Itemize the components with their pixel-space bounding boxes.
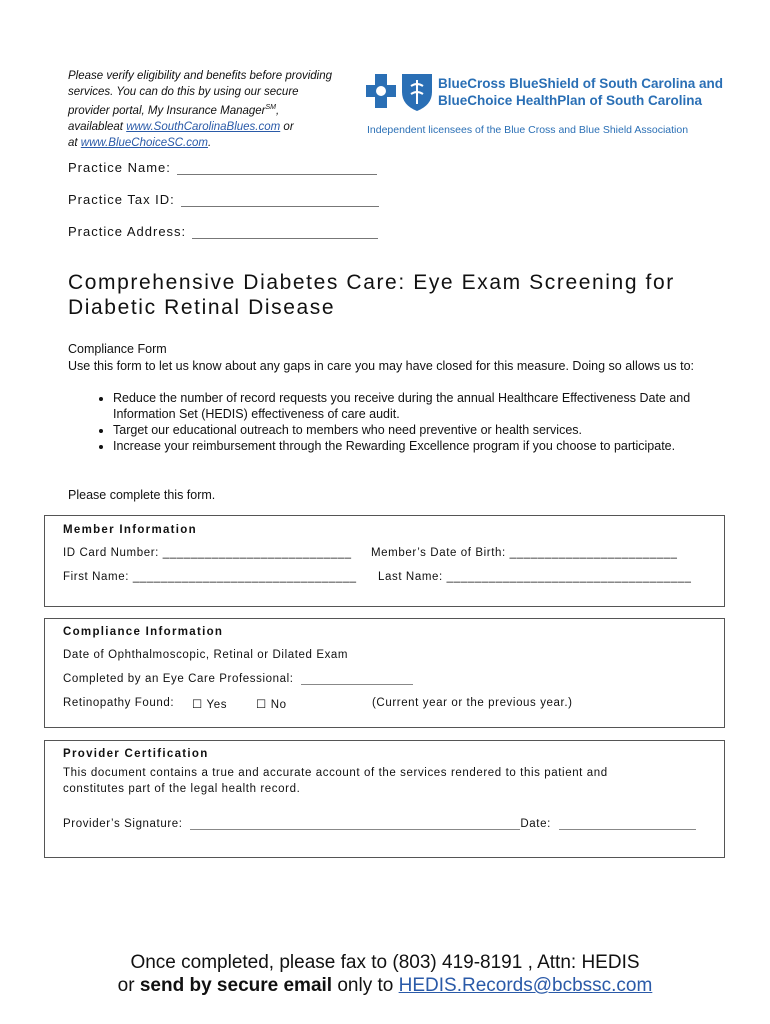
signature-label: Provider’s Signature: xyxy=(63,818,183,830)
retinopathy-label: Retinopathy Found: xyxy=(63,697,175,709)
fax-line: Once completed, please fax to (803) 419-8191 , Attn: HEDIS xyxy=(130,952,640,973)
practice-address-row xyxy=(68,224,378,239)
page-title: Comprehensive Diabetes Care: Eye Exam Screening for Diabetic Retinal Disease xyxy=(68,271,675,319)
member-info-box xyxy=(44,515,725,607)
completed-by-row xyxy=(63,673,413,685)
member-info-title: Member Information xyxy=(63,524,197,536)
practice-tax-label: Practice Tax ID: xyxy=(68,192,175,207)
date-field[interactable] xyxy=(559,818,696,830)
compliance-info-box xyxy=(44,618,725,728)
practice-name-label: Practice Name: xyxy=(68,160,171,175)
no-label: No xyxy=(270,699,287,711)
provider-cert-text2: constitutes part of the legal health record. xyxy=(63,783,301,795)
checkbox-icon[interactable]: ☐ xyxy=(256,699,267,711)
practice-tax-field[interactable] xyxy=(181,194,379,207)
brand-line1: BlueCross BlueShield of South Carolina and xyxy=(438,76,724,91)
please-complete-text: Please complete this form. xyxy=(68,488,216,502)
intro-text xyxy=(68,68,368,151)
signature-row xyxy=(63,818,696,830)
practice-name-field[interactable] xyxy=(177,162,377,175)
bcbs-logo-icon xyxy=(366,72,436,112)
list-item: • Increase your reimbursement through the Rewarding Excellence program if you choose to participate. xyxy=(113,438,683,454)
retinopathy-no-option[interactable] xyxy=(256,697,287,711)
retinopathy-yes-option[interactable] xyxy=(192,697,227,711)
list-item: • Reduce the number of record requests you receive during the annual Healthcare Effectiveness Date and Information Set (HEDIS) effectiveness of care audit. xyxy=(113,390,703,422)
intro-line: services. You can do this by using our secure xyxy=(68,86,299,98)
signature-field[interactable] xyxy=(190,818,520,830)
list-item: • Target our educational outreach to members who need preventive or health services. xyxy=(113,422,708,438)
brand-line2: BlueChoice HealthPlan of South Carolina xyxy=(438,93,703,108)
first-name-field[interactable]: First Name: ________________________________ xyxy=(63,571,357,583)
id-card-field[interactable]: ID Card Number: ___________________________ xyxy=(63,547,352,559)
brand-subline: Independent licensees of the Blue Cross and Blue Shield Association xyxy=(367,124,689,136)
practice-name-row xyxy=(68,160,377,175)
retinopathy-note: (Current year or the previous year.) xyxy=(372,697,573,709)
compliance-paragraph: Use this form to let us know about any gaps in care you may have closed for this measure. Doing so allows us to: xyxy=(68,359,695,373)
dob-field[interactable]: Member’s Date of Birth: ________________________ xyxy=(371,547,678,559)
completed-by-field[interactable] xyxy=(301,673,413,685)
secure-email-text: send by secure email xyxy=(139,975,333,996)
link-southcarolinablues[interactable]: www.SouthCarolinaBlues.com xyxy=(126,120,281,133)
intro-line: provider portal, My Insurance Manager℠, xyxy=(68,104,280,117)
compliance-info-title: Compliance Information xyxy=(63,626,224,638)
provider-cert-box xyxy=(44,740,725,858)
link-bluechoicesc[interactable]: www.BlueChoiceSC.com xyxy=(80,136,208,149)
practice-address-field[interactable] xyxy=(192,226,378,239)
compliance-heading: Compliance Form xyxy=(68,342,167,356)
provider-cert-title: Provider Certification xyxy=(63,748,209,760)
intro-line: Please verify eligibility and benefits before providing xyxy=(68,70,333,82)
checkbox-icon[interactable]: ☐ xyxy=(192,699,203,711)
date-label: Date: xyxy=(520,818,551,830)
intro-line: availableat www.SouthCarolinaBlues.com or xyxy=(68,120,294,133)
practice-address-label: Practice Address: xyxy=(68,224,187,239)
exam-date-label: Date of Ophthalmoscopic, Retinal or Dilated Exam xyxy=(63,649,349,661)
last-name-field[interactable]: Last Name: ___________________________________ xyxy=(378,571,692,583)
hedis-email-link[interactable]: HEDIS.Records@bcbssc.com xyxy=(398,975,653,996)
practice-tax-row xyxy=(68,192,379,207)
completed-by-label: Completed by an Eye Care Professional: xyxy=(63,673,294,685)
intro-line: at www.BlueChoiceSC.com. xyxy=(68,136,212,149)
compliance-bullets xyxy=(68,390,708,454)
provider-cert-text1: This document contains a true and accurate account of the services rendered to this patient and xyxy=(63,767,608,779)
email-line: or send by secure email only to HEDIS.Records@bcbssc.com xyxy=(117,975,653,996)
yes-label: Yes xyxy=(206,699,228,711)
